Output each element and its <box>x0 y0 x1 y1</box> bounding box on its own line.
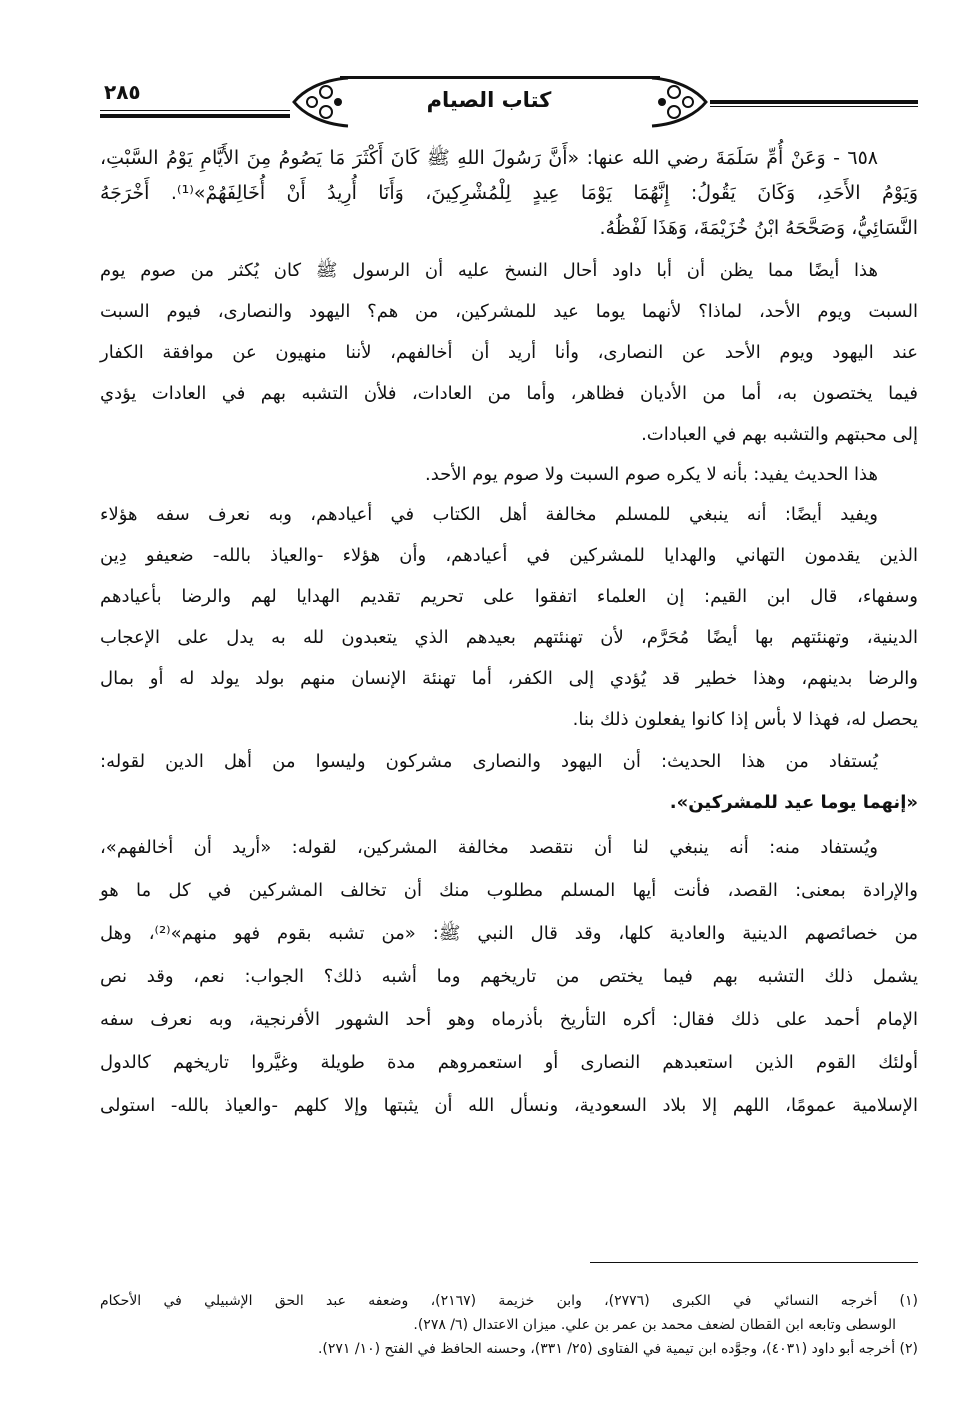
ornament-left-icon <box>290 74 350 130</box>
header-rule-right-thin <box>710 106 918 107</box>
body-line: ويفيد أيضًا: أنه ينبغي للمسلم مخالفة أهل الكتاب في أعيادهم، وبه نعرف سفه هؤلاء <box>100 504 878 525</box>
body-line: وسفهاء، قال ابن القيم: إن العلماء اتفقوا على تحريم تقديم الهدايا لهم والرضا بأعيادهم <box>100 586 918 607</box>
body-line: والرضا بدينهم، وهذا خطير قد يُؤدي إلى الكفر، أما تهنئة الإنسان منهم بولد يولد له أو بمال <box>100 668 918 689</box>
hadith-line: وَيَوْمُ الأَحَدِ، وَكَانَ يَقُولُ: إِنَّهُمَا يَوْمَا عِيدٍ لِلْمُشْرِكِينَ، وَأَنَا أُرِيدُ أَنْ أُخَالِفَهُمْ»⁽¹⁾. أَخْرَجَهُ <box>100 182 919 204</box>
body-line: ويُستفاد منه: أنه ينبغي لنا أن نتقصد مخالفة المشركين، لقوله: «أريد أن أخالفهم»، <box>100 837 878 858</box>
header-rule-top <box>340 76 660 79</box>
body-line-quote: «إنهما يوما عيد للمشركين». <box>669 792 918 813</box>
body-line: يحصل له، فهذا لا بأس إذا كانوا يفعلون ذلك بنا. <box>572 709 918 730</box>
footnote-line: (١) أخرجه النسائي في الكبرى (٢٧٧٦)، وابن خزيمة (٢١٦٧)، وضعفه عبد الحق الإشبيلي في الأحكام <box>100 1293 918 1309</box>
header-rule-left <box>100 114 290 118</box>
footnote-line: (٢) أخرجه أبو داود (٤٠٣١)، وجوَّده ابن تيمية في الفتاوى (٢٥/ ٣٣١)، وحسنه الحافظ في الفتح (١٠/ ٢٧١). <box>317 1341 918 1357</box>
body-line: عند اليهود ويوم الأحد عن النصارى، وأنا أريد أن أخالفهم، لأننا منهيون عن موافقة الكفار <box>100 342 918 363</box>
hadith-line: ٦٥٨ - وَعَنْ أُمِّ سَلَمَةَ رضي الله عنها: «أَنَّ رَسُولَ اللهِ ﷺ كَانَ أَكْثَرَ مَا يَصُومُ مِنَ الأَيَّامِ يَوْمُ السَّبْتِ، <box>100 147 878 169</box>
header-rule-right <box>710 100 918 104</box>
body-line: هذا أيضًا مما يظن أن أبا داود أحال النسخ عليه أن الرسول ﷺ كان يُكثر من صوم يوم <box>100 260 878 281</box>
body-line: إلى محبتهم والتشبه بهم في العبادات. <box>641 424 918 445</box>
body-line: السبت ويوم الأحد، لماذا؟ لأنهما يوما عيد للمشركين، من هم؟ اليهود والنصارى، فيوم السبت <box>100 301 918 322</box>
header-rule-left-thin <box>100 110 290 111</box>
page-number: ٢٨٥ <box>104 80 141 104</box>
body-line: الإسلامية عمومًا، اللهم إلا بلاد السعودية، ونسأل الله أن يثبتها وإلا كلهم -والعياذ بالله- استولى <box>100 1095 918 1116</box>
body-line: يشمل ذلك التشبه بهم فيما يختص من تاريخهم وما أشبه ذلك؟ الجواب: نعم، وقد نص <box>100 966 918 987</box>
body-line: الذين يقدمون التهاني والهدايا للمشركين في أعيادهم، وأن هؤلاء -والعياذ بالله- ضعيفو دِين <box>100 545 918 566</box>
body-line: فيما يختصون به، أما من الأديان فظاهر، وأما من العادات، فلأن التشبه بهم في العادات يؤدي <box>100 383 918 404</box>
body-line: من خصائصهم الدينية والعادية كلها، وقد قال النبي ﷺ: «من تشبه بقوم فهو منهم»⁽²⁾، وهل <box>100 923 918 944</box>
body-line: يُستفاد من هذا الحديث: أن اليهود والنصارى مشركون وليسوا من أهل الدين لقوله: <box>100 751 878 772</box>
footnote-divider <box>590 1262 918 1263</box>
ornament-right-icon <box>650 74 710 130</box>
body-line: الدينية، وتهنئتهم بها أيضًا مُحَرَّم، لأن تهنئتهم بعيدهم الذي يتعبدون لله به يدل على الإعجاب <box>100 627 918 648</box>
chapter-title: كتاب الصيام <box>426 88 552 112</box>
body-line: والإرادة بمعنى: القصد، فأنت أيها المسلم مطلوب منك أن تخالف المشركين في كل ما هو <box>100 880 918 901</box>
body-line: أولئك القوم الذين استعبدهم النصارى أو استعمروهم مدة طويلة وغيَّروا تاريخهم كالدول <box>100 1052 918 1073</box>
hadith-line: النَّسَائِيُّ، وَصَحَّحَهُ ابْنُ خُزَيْمَةَ، وَهَذَا لَفْظُهُ. <box>599 217 918 239</box>
body-line: الإمام أحمد على ذلك فقال: أكره التأريخ بأذرماه وهو أحد الشهور الأفرنجية، وبه نعرف سفه <box>100 1009 918 1030</box>
body-line: هذا الحديث يفيد: بأنه لا يكره صوم السبت ولا صوم يوم الأحد. <box>425 464 878 485</box>
footnote-line: الوسطى وتابعه ابن القطان لضعف محمد بن عمر بن علي. ميزان الاعتدال (٦/ ٢٧٨). <box>413 1317 896 1333</box>
